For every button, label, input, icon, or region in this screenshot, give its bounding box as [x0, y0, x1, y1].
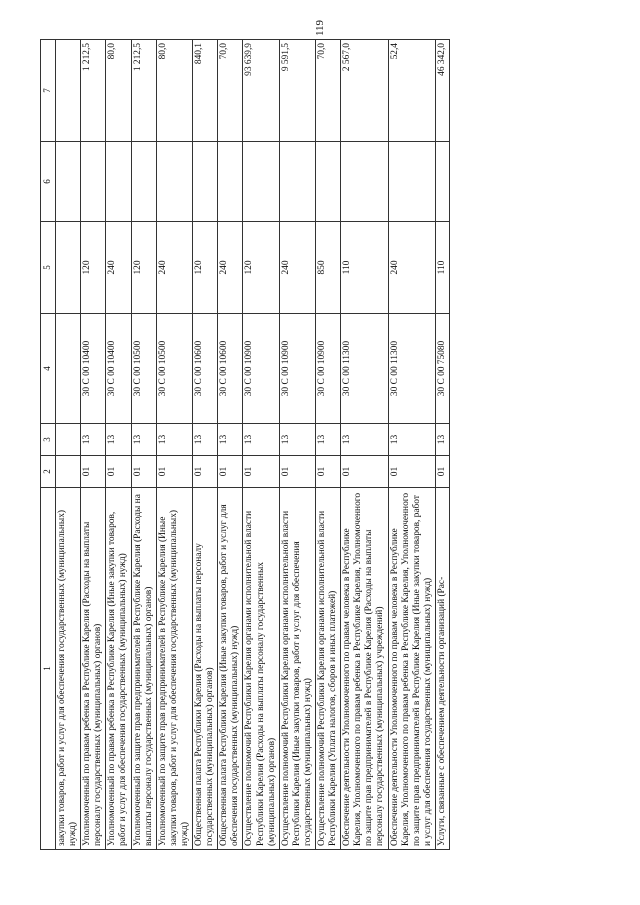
- table-row: [388, 40, 435, 850]
- row-expense-type: 110: [435, 222, 449, 314]
- row-amount: 9 591,5: [279, 40, 315, 142]
- table-row: [315, 40, 340, 850]
- table-row: [193, 40, 218, 850]
- row-amount: 52,4: [388, 40, 435, 142]
- row-target-item: 30 С 00 11300: [388, 314, 435, 424]
- row-amount: 840,1: [193, 40, 218, 142]
- row-target-item: 30 С 00 75080: [435, 314, 449, 424]
- row-subsection: 13: [81, 424, 106, 456]
- row-subsection: 13: [435, 424, 449, 456]
- row-section: 01: [315, 456, 340, 488]
- row-col6: [279, 142, 315, 222]
- row-subsection: 13: [218, 424, 243, 456]
- row-target-item: 30 С 00 10500: [156, 314, 192, 424]
- row-subsection: 13: [193, 424, 218, 456]
- row-col6: [218, 142, 243, 222]
- row-expense-type: 120: [131, 222, 156, 314]
- row-subsection: 13: [243, 424, 279, 456]
- row-target-item: 30 С 00 10400: [81, 314, 106, 424]
- row-name: Уполномоченный по защите прав предпринимателей в Республике Карелия (Расходы на выплаты персоналу государственных (муниципальных) органов): [131, 488, 156, 850]
- row-expense-type: [56, 222, 81, 314]
- budget-table: [40, 39, 450, 850]
- row-section: 01: [218, 456, 243, 488]
- table-row: [341, 40, 388, 850]
- row-col6: [315, 142, 340, 222]
- row-target-item: 30 С 00 10400: [106, 314, 131, 424]
- table-row: [435, 40, 449, 850]
- row-col6: [156, 142, 192, 222]
- row-col6: [193, 142, 218, 222]
- row-target-item: 30 С 00 10600: [218, 314, 243, 424]
- row-name: Осуществление полномочий Республики Карелия органами исполнительной власти Республики Карелия (Расходы на выплаты персоналу государственных (муниципальных) органов): [243, 488, 279, 850]
- row-expense-type: 240: [218, 222, 243, 314]
- row-name: Уполномоченный по правам ребенка в Республике Карелия (Иные закупки товаров, работ и услуг для обеспечения государственных (муниципальных) нужд): [106, 488, 131, 850]
- row-expense-type: 120: [193, 222, 218, 314]
- row-section: 01: [106, 456, 131, 488]
- row-subsection: 13: [341, 424, 388, 456]
- col-header-1: 1: [41, 488, 56, 850]
- row-subsection: [56, 424, 81, 456]
- row-name: Осуществление полномочий Республики Карелия органами исполнительной власти Республики Карелия (Уплата налогов, сборов и иных платежей): [315, 488, 340, 850]
- table-row: [56, 40, 81, 850]
- row-target-item: [56, 314, 81, 424]
- row-section: 01: [243, 456, 279, 488]
- row-section: 01: [435, 456, 449, 488]
- row-expense-type: 240: [106, 222, 131, 314]
- row-subsection: 13: [315, 424, 340, 456]
- row-name: Уполномоченный по правам ребенка в Республике Карелия (Расходы на выплаты персоналу государственных (муниципальных) органов): [81, 488, 106, 850]
- row-amount: 70,0: [315, 40, 340, 142]
- row-amount: [56, 40, 81, 142]
- row-col6: [56, 142, 81, 222]
- table-row: [243, 40, 279, 850]
- row-target-item: 30 С 00 10600: [193, 314, 218, 424]
- row-amount: 80,0: [106, 40, 131, 142]
- row-name: Услуги, связанные с обеспечением деятельности организаций (Рас-: [435, 488, 449, 850]
- row-expense-type: 850: [315, 222, 340, 314]
- row-subsection: 13: [106, 424, 131, 456]
- col-header-2: 2: [41, 456, 56, 488]
- col-header-5: 5: [41, 222, 56, 314]
- row-col6: [388, 142, 435, 222]
- page-number: 119: [314, 19, 326, 37]
- row-name: Общественная палата Республики Карелия (Иные закупки товаров, работ и услуг для обеспечения государственных (муниципальных) нужд): [218, 488, 243, 850]
- row-section: 01: [279, 456, 315, 488]
- row-col6: [341, 142, 388, 222]
- row-col6: [131, 142, 156, 222]
- row-amount: 1 212,5: [81, 40, 106, 142]
- row-expense-type: 240: [156, 222, 192, 314]
- row-section: 01: [341, 456, 388, 488]
- row-section: 01: [131, 456, 156, 488]
- col-header-3: 3: [41, 424, 56, 456]
- table-row: [156, 40, 192, 850]
- row-col6: [106, 142, 131, 222]
- row-amount: 2 567,0: [341, 40, 388, 142]
- row-subsection: 13: [388, 424, 435, 456]
- row-target-item: 30 С 00 10900: [315, 314, 340, 424]
- col-header-7: 7: [41, 40, 56, 142]
- row-name: Общественная палата Республики Карелия (Расходы на выплаты персоналу государственных (муниципальных) органов): [193, 488, 218, 850]
- row-target-item: 30 С 00 10900: [279, 314, 315, 424]
- row-amount: 46 342,0: [435, 40, 449, 142]
- row-amount: 93 639,9: [243, 40, 279, 142]
- row-name: Осуществление полномочий Республики Карелия органами исполнительной власти Республики Карелия (Иные закупки товаров, работ и услуг для обеспечения государственных (муниципальных) нужд): [279, 488, 315, 850]
- row-col6: [243, 142, 279, 222]
- row-name: Обеспечение деятельности Уполномоченного по правам человека в Республике Карелия, Уполномоченного по правам ребенка в Республике Карелия, Уполномоченного по защите прав предпринимателей в Республике Карелия (Расходы на выплаты персоналу государственных (муниципальных) учреждений): [341, 488, 388, 850]
- row-expense-type: 240: [279, 222, 315, 314]
- row-subsection: 13: [156, 424, 192, 456]
- col-header-6: 6: [41, 142, 56, 222]
- row-amount: 70,0: [218, 40, 243, 142]
- row-section: 01: [388, 456, 435, 488]
- row-section: [56, 456, 81, 488]
- row-expense-type: 240: [388, 222, 435, 314]
- row-subsection: 13: [131, 424, 156, 456]
- row-name: Уполномоченный по защите прав предпринимателей в Республике Карелия (Иные закупки товаров, работ и услуг для обеспечения государственных (муниципальных) нужд): [156, 488, 192, 850]
- row-expense-type: 120: [243, 222, 279, 314]
- row-col6: [435, 142, 449, 222]
- row-target-item: 30 С 00 10500: [131, 314, 156, 424]
- table-row: [218, 40, 243, 850]
- table-row: [279, 40, 315, 850]
- row-name: Обеспечение деятельности Уполномоченного по правам человека в Республике Карелия, Уполномоченного по правам ребенка в Республике Карелия, Уполномоченного по защите прав предпринимателей в Республике Карелия (Иные закупки товаров, работ и услуг для обеспечения государственных (муниципальных) нужд): [388, 488, 435, 850]
- row-section: 01: [193, 456, 218, 488]
- row-col6: [81, 142, 106, 222]
- rotated-table-container: [40, 40, 600, 850]
- table-row: [81, 40, 106, 850]
- row-section: 01: [81, 456, 106, 488]
- table-row: [131, 40, 156, 850]
- row-target-item: 30 С 00 10900: [243, 314, 279, 424]
- table-row: [106, 40, 131, 850]
- row-expense-type: 110: [341, 222, 388, 314]
- row-name: закупки товаров, работ и услуг для обеспечения государственных (муниципальных) нужд): [56, 488, 81, 850]
- row-amount: 1 212,5: [131, 40, 156, 142]
- row-expense-type: 120: [81, 222, 106, 314]
- row-amount: 80,0: [156, 40, 192, 142]
- col-header-4: 4: [41, 314, 56, 424]
- row-target-item: 30 С 00 11300: [341, 314, 388, 424]
- row-section: 01: [156, 456, 192, 488]
- table-header-row: [41, 40, 56, 850]
- row-subsection: 13: [279, 424, 315, 456]
